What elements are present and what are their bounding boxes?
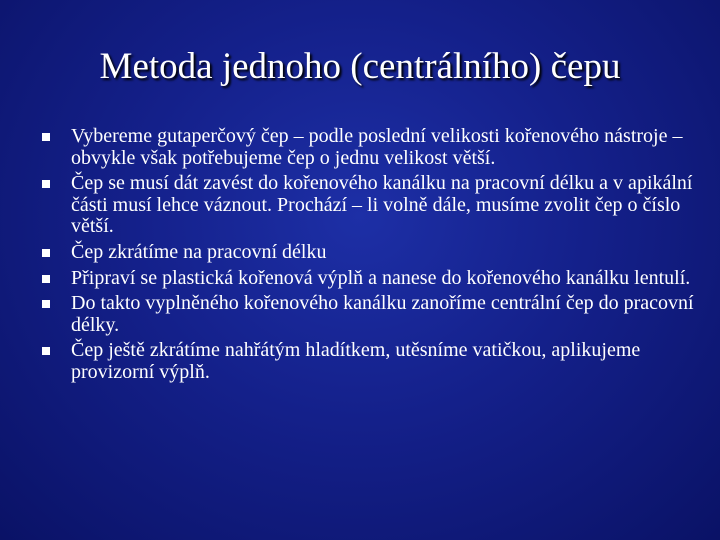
square-bullet-icon <box>42 347 50 355</box>
bullet-item <box>40 340 700 383</box>
bullet-text: Připraví se plastická kořenová výplň a nanese do kořenového kanálku lentulí. <box>71 266 691 289</box>
bullet-item <box>40 242 700 264</box>
bullet-text: Čep zkrátíme na pracovní délku <box>71 240 327 263</box>
bullet-text: Čep ještě zkrátíme nahřátým hladítkem, utěsníme vatičkou, aplikujeme provizorní výplň. <box>71 339 641 383</box>
bullet-item <box>40 173 700 238</box>
bullet-item <box>40 268 700 290</box>
slide-title: Metoda jednoho (centrálního) čepu <box>99 46 621 87</box>
bullet-item <box>40 293 700 336</box>
bullet-list <box>40 126 700 388</box>
square-bullet-icon <box>42 275 50 283</box>
bullet-text: Vybereme gutaperčový čep – podle poslední velikosti kořenového nástroje – obvykle však potřebujeme čep o jednu velikost větší. <box>71 125 683 169</box>
square-bullet-icon <box>42 133 50 141</box>
square-bullet-icon <box>42 300 50 308</box>
square-bullet-icon <box>42 249 50 257</box>
square-bullet-icon <box>42 180 50 188</box>
bullet-text: Do takto vyplněného kořenového kanálku zanoříme centrální čep do pracovní délky. <box>71 292 694 336</box>
bullet-item <box>40 126 700 169</box>
bullet-text: Čep se musí dát zavést do kořenového kanálku na pracovní délku a v apikální části musí lehce váznout. Prochází – li volně dále, musíme zvolit čep o číslo větší. <box>71 172 693 238</box>
